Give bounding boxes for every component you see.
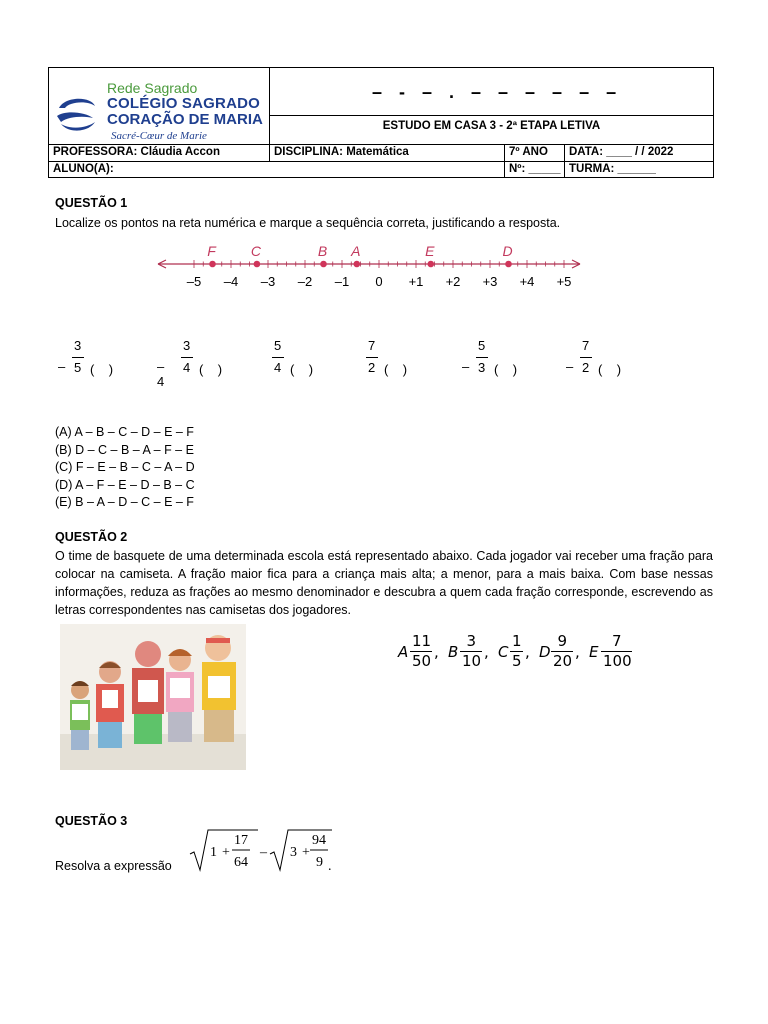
number-line-tick-label: –5 (186, 274, 202, 289)
expr-b-num: 17 (234, 833, 248, 848)
question-2-title: QUESTÃO 2 (55, 530, 128, 544)
school-logo (49, 68, 270, 144)
number-line-tick-label: +4 (519, 274, 535, 289)
svg-text:–: – (260, 845, 267, 860)
answer-option[interactable]: (C) F – E – B – C – A – D (55, 460, 195, 474)
number-line-tick-label: 0 (375, 274, 383, 289)
question-3-label: Resolva a expressão (55, 859, 172, 873)
expr-c: 3 (290, 845, 297, 860)
number-line-point-label: D (502, 243, 513, 259)
question-3-title: QUESTÃO 3 (55, 814, 128, 828)
rede-sagrado-text: Rede Sagrado (107, 80, 198, 96)
question-2-text: O time de basquete de uma determinada escola está representado abaixo. Cada jogador vai receber uma fração para colocar na camiseta. A fração maior fica para a criança mais alta; a menor, para a mais baixa. Com base nessas informações, reduza as frações ao mesmo denominador e descubra a quem cada fração corresponde, escrevendo as letras correspondentes nas camisetas dos jogadores. (55, 549, 713, 617)
number-line-point-label: B (317, 243, 328, 259)
colegio-text: COLÉGIO SAGRADO (107, 95, 261, 112)
number-line-tick-label: +2 (445, 274, 461, 289)
number-line-tick-label: +3 (482, 274, 498, 289)
number-line-point-label: F (207, 243, 216, 259)
number-line-point (254, 261, 261, 268)
basketball-team-illustration (60, 624, 246, 770)
number-line-tick-label: +1 (408, 274, 424, 289)
professora-field: PROFESSORA: Cláudia Accon (49, 145, 270, 161)
number-line-point (428, 261, 435, 268)
disciplina-field: DISCIPLINA: Matemática (270, 145, 505, 161)
header-row-aluno (49, 161, 713, 178)
expr-a: 1 (210, 845, 217, 860)
number-line-tick-label: –4 (223, 274, 239, 289)
number-line-tick-label: –2 (297, 274, 313, 289)
coracao-text: CORAÇÃO DE MARIA (107, 111, 263, 128)
number-line-point (354, 261, 361, 268)
aluno-field[interactable]: ALUNO(A): (49, 162, 505, 178)
expr-d-num: 94 (312, 833, 326, 848)
expr-d-den: 9 (316, 855, 323, 870)
svg-text:.: . (328, 859, 332, 874)
document-title: ESTUDO EM CASA 3 - 2ª ETAPA LETIVA (382, 120, 601, 132)
answer-option[interactable]: (A) A – B – C – D – E – F (55, 425, 194, 439)
number-line-tick-label: –3 (260, 274, 276, 289)
header-dashes: – - – . – – – – – – (372, 82, 623, 102)
question-1-title: QUESTÃO 1 (55, 196, 128, 210)
number-line-point-label: C (250, 243, 261, 259)
svg-text:+: + (222, 845, 230, 860)
number-line-point-label: A (351, 243, 361, 259)
number-line (150, 238, 590, 294)
svg-text:+: + (302, 845, 310, 860)
answer-option[interactable]: (E) B – A – D – C – E – F (55, 495, 194, 509)
number-line-point-label: E (425, 243, 435, 259)
expr-b-den: 64 (234, 855, 248, 870)
number-line-point (505, 261, 512, 268)
sacre-coeur-text: Sacré-Cœur de Marie (111, 130, 207, 142)
data-field[interactable]: DATA: ____ / / 2022 (569, 146, 674, 158)
school-emblem-icon (55, 94, 99, 134)
title-top-cell (270, 68, 713, 116)
header-table (48, 67, 714, 178)
number-line-point (320, 261, 327, 268)
answer-option[interactable]: (B) D – C – B – A – F – E (55, 442, 194, 457)
question-1-text: Localize os pontos na reta numérica e marque a sequência correta, justificando a resposta. (55, 216, 561, 230)
answer-option[interactable]: (D) A – F – E – D – B – C (55, 477, 195, 492)
numero-field[interactable]: Nº: _____ (505, 162, 565, 178)
root-expression (188, 826, 338, 874)
turma-field[interactable]: TURMA: ______ (569, 163, 656, 175)
number-line-tick-label: –1 (334, 274, 350, 289)
ano-field: 7º ANO (505, 145, 565, 161)
header-row-professora (49, 144, 713, 161)
number-line-tick-label: +5 (556, 274, 572, 289)
number-line-point (209, 261, 216, 268)
